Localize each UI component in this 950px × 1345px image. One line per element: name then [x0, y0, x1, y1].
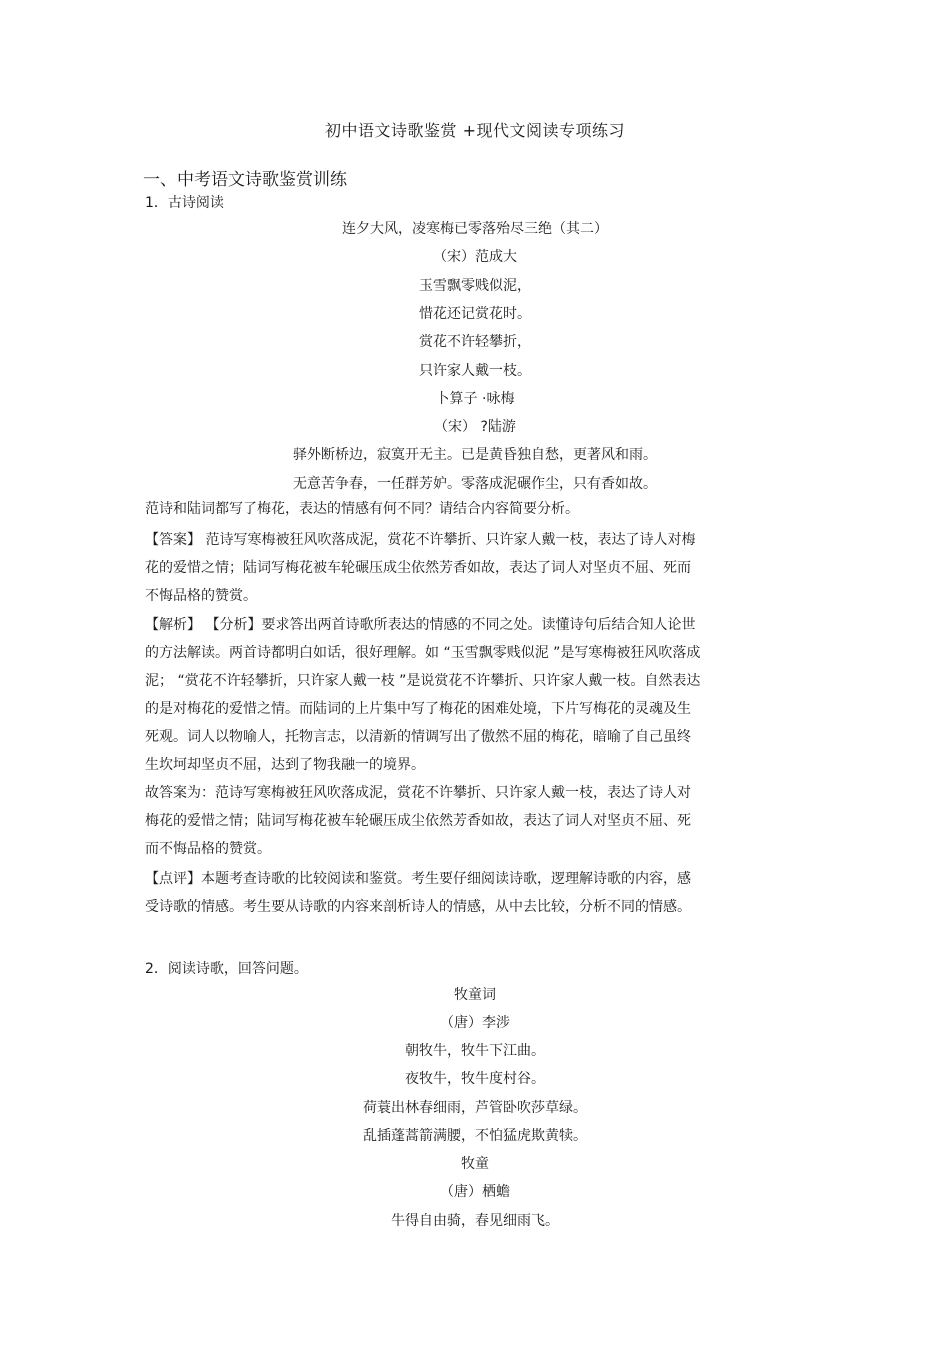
- section-heading: 一、中考语文诗歌鉴赏训练: [143, 170, 347, 190]
- poem-line: 荷蓑出林春细雨，芦管卧吹莎草绿。: [363, 1100, 587, 1116]
- analysis-line: 死观。词人以物喻人，托物言志，以清新的情调写出了傲然不屈的梅花，暗喻了自己虽终: [145, 729, 691, 745]
- analysis-line: 泥； “赏花不许轻攀折，只许家人戴一枝 ”是说赏花不许攀折、只许家人戴一枝。自然表达: [145, 673, 701, 689]
- poem-line: 赏花不许轻攀折，: [419, 334, 531, 350]
- analysis-line: 生坎坷却坚贞不屈，达到了物我融一的境界。: [145, 757, 425, 773]
- analysis-line: 的方法解读。两首诗都明白如话，很好理解。如 “玉雪飘零贱似泥 ”是写寒梅被狂风吹落成: [145, 645, 701, 661]
- analysis-line: 梅花的爱惜之情；陆词写梅花被车轮碾压成尘依然芳香如故，表达了词人对坚贞不屈、死: [145, 813, 691, 829]
- poem-author: （唐）李涉: [440, 1015, 510, 1031]
- poem-line: 惜花还记赏花时。: [419, 306, 531, 322]
- poem-line: 朝牧牛，牧牛下江曲。: [405, 1043, 545, 1059]
- question-text: [145, 497, 805, 522]
- document-title: 初中语文诗歌鉴赏 +现代文阅读专项练习: [325, 121, 625, 140]
- poem-title: 连夕大风，凌寒梅已零落殆尽三绝（其二）: [342, 221, 608, 237]
- poem-line: 只许家人戴一枝。: [419, 363, 531, 379]
- answer-line: 【答案】 范诗写寒梅被狂风吹落成泥，赏花不许攀折、只许家人戴一枝，表达了诗人对梅: [145, 532, 696, 548]
- analysis-line: 故答案为：范诗写寒梅被狂风吹落成泥，赏花不许攀折、只许家人戴一枝，表达了诗人对: [145, 785, 691, 801]
- question-2-label: 2．阅读诗歌，回答问题。: [145, 961, 308, 977]
- poem-title: 卜算子 ·咏梅: [435, 391, 515, 407]
- analysis-line: 而不悔品格的赞赏。: [145, 841, 271, 857]
- answer-line: 花的爱惜之情；陆词写梅花被车轮碾压成尘依然芳香如故，表达了词人对坚贞不屈、死而: [145, 560, 691, 576]
- poem-line: 无意苦争春，一任群芳妒。零落成泥碾作尘，只有香如故。: [293, 476, 657, 492]
- poem-line: 夜牧牛，牧牛度村谷。: [405, 1071, 545, 1087]
- analysis-line: 的是对梅花的爱惜之情。而陆词的上片集中写了梅花的困难处境，下片写梅花的灵魂及生: [145, 701, 691, 717]
- comment-line: 【点评】本题考查诗歌的比较阅读和鉴赏。考生要仔细阅读诗歌，逻理解诗歌的内容，感: [145, 871, 691, 887]
- poem-line: 牛得自由骑，春见细雨飞。: [391, 1213, 559, 1229]
- answer-line: 不悔品格的赞赏。: [145, 588, 257, 604]
- poem-author: （宋）范成大: [433, 249, 517, 265]
- poem-line: 驿外断桥边，寂寞开无主。已是黄昏独自愁，更著风和雨。: [293, 447, 657, 463]
- question-1-label: 1．古诗阅读: [145, 195, 224, 211]
- poem-title: 牧童: [461, 1156, 489, 1172]
- poem-line: 玉雪飘零贱似泥，: [419, 278, 531, 294]
- poem-author: （宋） ?陆游: [434, 419, 516, 435]
- answer-block: [145, 526, 805, 610]
- analysis-block: [145, 611, 805, 863]
- comment-block: [145, 865, 805, 921]
- poem-title: 牧童词: [454, 987, 496, 1003]
- question-line: 范诗和陆词都写了梅花，表达的情感有何不同？请结合内容简要分析。: [145, 501, 579, 517]
- analysis-line: 【解析】 【分析】要求答出两首诗歌所表达的情感的不同之处。读懂诗句后结合知人论世: [145, 617, 696, 633]
- comment-line: 受诗歌的情感。考生要从诗歌的内容来剖析诗人的情感，从中去比较，分析不同的情感。: [145, 899, 691, 915]
- poem-line: 乱插蓬蒿箭满腰，不怕猛虎欺黄犊。: [363, 1128, 587, 1144]
- poem-author: （唐）栖蟾: [440, 1184, 510, 1200]
